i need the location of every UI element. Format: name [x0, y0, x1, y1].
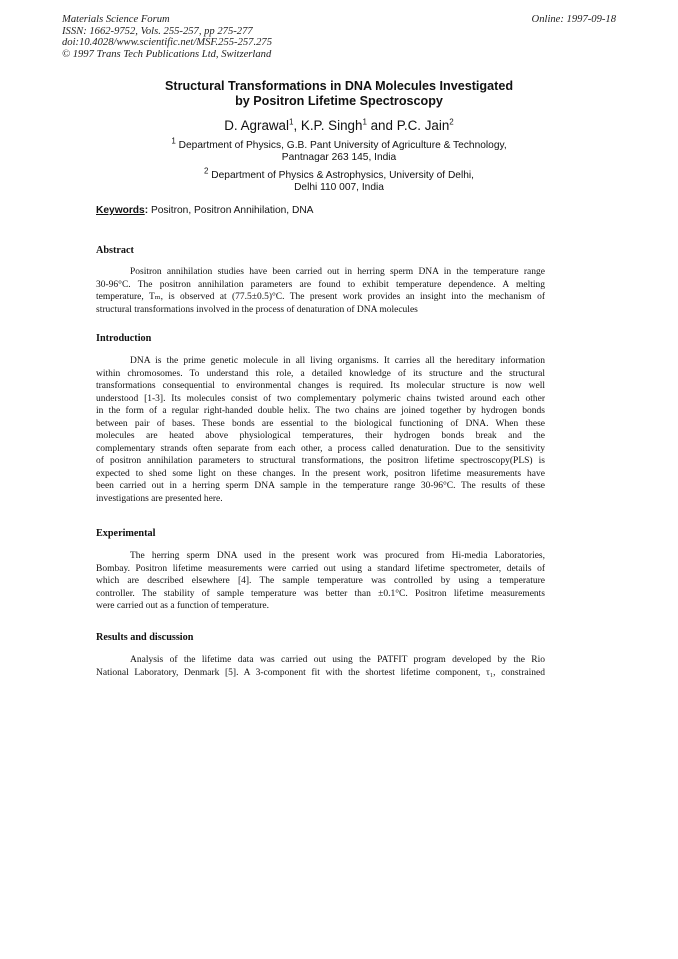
- author-separator: ,: [293, 118, 301, 133]
- text-line: between pair of bases. These bonds are essential to the biological functioning of DNA. When these: [96, 418, 545, 429]
- text-line: controller. The stability of sample temperature was better than ±0.1°C. Positron lifetime measurements: [96, 588, 545, 599]
- author-affiliation-mark: 1: [288, 117, 294, 127]
- author-affiliation-mark: 2: [449, 117, 454, 127]
- copyright-line: © 1997 Trans Tech Publications Ltd, Switzerland: [62, 48, 272, 60]
- keywords-label: Keywords: [96, 205, 145, 216]
- text-line: investigations are presented here.: [96, 493, 223, 504]
- keywords-colon: :: [144, 205, 149, 216]
- journal-header: [62, 14, 272, 60]
- keywords: [96, 205, 313, 217]
- online-date: Online: 1997-09-18: [531, 14, 616, 25]
- text-line: within chromosomes. To understand this role, a detailed knowledge of its structure and the structural: [96, 368, 545, 379]
- journal-name: Materials Science Forum: [62, 14, 170, 25]
- title-line-1: Structural Transformations in DNA Molecules Investigated: [164, 79, 514, 93]
- affiliation-line: Delhi 110 007, India: [294, 182, 384, 194]
- paper-title: [62, 79, 616, 109]
- text-line: DNA is the prime genetic molecule in all living organisms. It carries all the hereditary information: [130, 356, 545, 366]
- introduction-paragraph: [96, 355, 545, 505]
- text-line: The herring sperm DNA used in the present work was procured from Hi-media Laboratories,: [130, 551, 545, 561]
- keywords-text: Positron, Positron Annihilation, DNA: [150, 205, 314, 216]
- affiliation-1: [62, 136, 616, 164]
- issn-line: ISSN: 1662-9752, Vols. 255-257, pp 275-277: [62, 25, 253, 37]
- text-line: structural transformations involved in the process of denaturation of DNA molecules: [96, 304, 418, 315]
- text-line: molecules are heated above physiological temperatures, their hydrogen bonds break and the: [96, 431, 545, 441]
- affiliation-2: [62, 166, 616, 194]
- text-line: been carried out in a herring sperm DNA sample in the temperature range 30-96°C. The results of these: [96, 481, 545, 491]
- text-line: Positron annihilation studies have been carried out in herring sperm DNA in the temperature range: [130, 267, 545, 277]
- affiliation-line: Pantnagar 263 145, India: [281, 152, 397, 164]
- abstract-paragraph: [96, 266, 545, 316]
- experimental-paragraph: [96, 550, 545, 613]
- affiliation-line: Department of Physics & Astrophysics, University of Delhi,: [211, 170, 474, 181]
- text-line: 30-96°C. The positron annihilation parameters are found to exhibit temperature dependence. A melting: [96, 279, 545, 290]
- text-line: were carried out as a function of temperature.: [96, 601, 270, 611]
- text-line: complementary strands often separate from each other, a process called denaturation. Due to the sensitivity: [96, 443, 545, 454]
- title-line-2: by Positron Lifetime Spectroscopy: [235, 94, 443, 108]
- author-name: D. Agrawal: [224, 118, 289, 133]
- affiliation-mark: 1: [171, 136, 176, 146]
- author-separator: and: [366, 118, 397, 133]
- author-name: K.P. Singh: [300, 118, 363, 133]
- text-line: expected to shed some light on these changes. In the present work, positron lifetime measurements have: [96, 468, 545, 479]
- affiliation-mark: 2: [203, 166, 209, 176]
- text-line: of positron annihilation parameters to structural transformations, the positron lifetime spectroscopy(PLS) is: [96, 456, 545, 466]
- section-heading-results: Results and discussion: [96, 632, 194, 643]
- text-line: National Laboratory, Denmark [5]. A 3-component fit with the shortest lifetime component, τ₁, constrained: [96, 667, 545, 678]
- text-line: Bombay. Positron lifetime measurements were carried out using a standard lifetime spectrometer, details of: [96, 563, 545, 574]
- section-heading-experimental: Experimental: [96, 528, 156, 539]
- text-line: Analysis of the lifetime data was carried out using the PATFIT program developed by the Rio: [130, 655, 545, 665]
- text-line: which are described elsewhere [4]. The sample temperature was controlled by using a temperature: [96, 576, 545, 586]
- text-line: temperature, Tₘ, is observed at (77.5±0.5)°C. The present work provides an insight into the mechanism of: [96, 292, 545, 302]
- author-affiliation-mark: 1: [362, 117, 367, 127]
- text-line: understood [1-3]. Its molecules consist of two complementary polymeric chains twisted around each other: [96, 393, 545, 404]
- affiliation-line: Department of Physics, G.B. Pant University of Agriculture & Technology,: [178, 140, 507, 151]
- section-heading-abstract: Abstract: [96, 245, 134, 256]
- author-name: P.C. Jain: [396, 118, 450, 133]
- results-paragraph: [96, 654, 545, 679]
- author-list: [62, 117, 616, 134]
- text-line: in the form of a regular right-handed double helix. The two chains are joined together by hydrogen bonds: [96, 406, 545, 416]
- text-line: transformations consequential to environmental changes is required. Its molecular structure is now well: [96, 381, 545, 391]
- doi-line[interactable]: doi:10.4028/www.scientific.net/MSF.255-257.275: [62, 37, 272, 49]
- section-heading-introduction: Introduction: [96, 333, 152, 344]
